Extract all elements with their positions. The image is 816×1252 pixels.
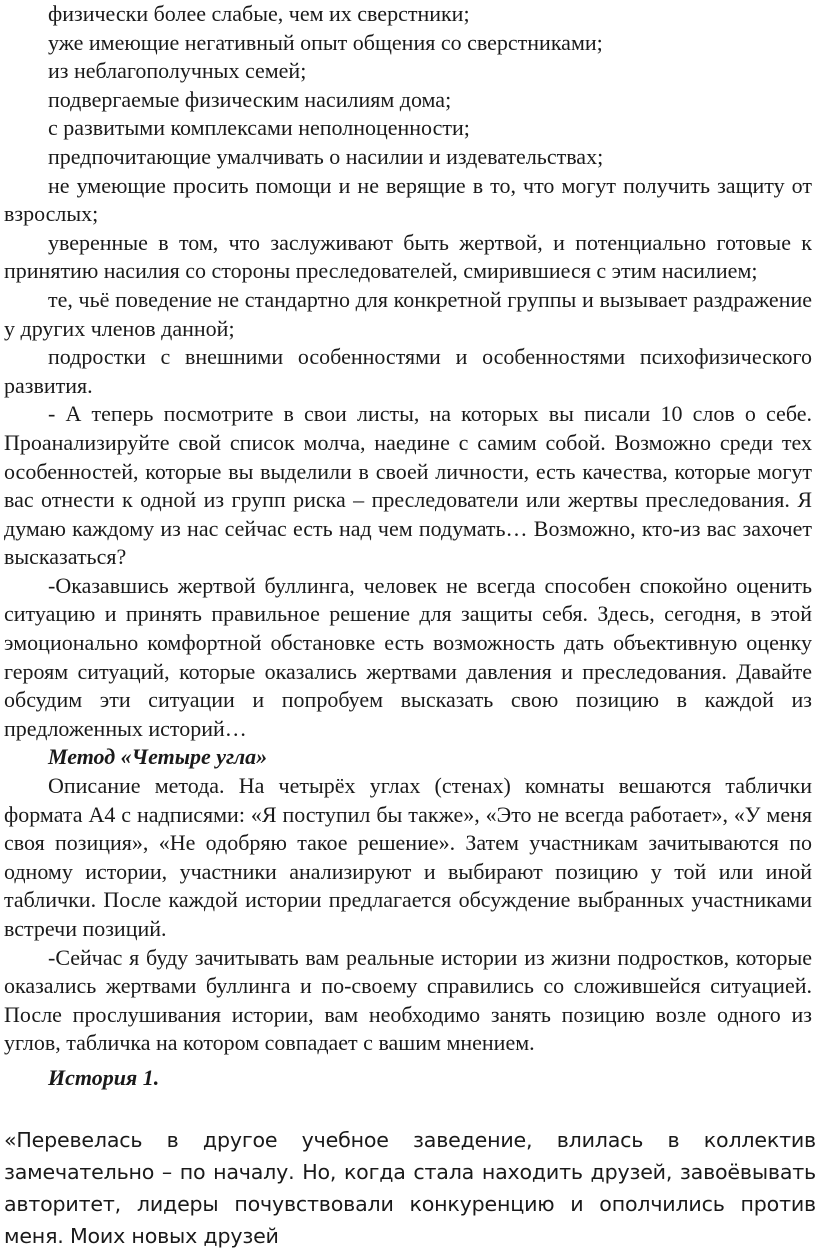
list-item: физически более слабые, чем их сверстники;: [48, 1, 470, 26]
paragraph-self-analysis: - А теперь посмотрите в свои листы, на которых вы писали 10 слов о себе. Проанализируйте свой список молча, наедине с самим собой. Возможно среди тех особенностей, которые вы выделили в своей личности, есть качества, которые могут вас отнести к одной из групп риска – преследователи или жертвы преследования. Я думаю каждому из нас сейчас есть над чем подумать… Возможно, кто-из вас захочет высказаться?: [4, 401, 812, 570]
paragraph-method-description: Описание метода. На четырёх углах (стенах) комнаты вешаются таблички формата А4 с надписями: «Я поступил бы также», «Это не всегда работает», «У меня своя позиция», «Не одобряю такое решение». Затем участникам зачитываются по одному истории, участники анализируют и выбирают позицию у той или иной таблички. После каждой истории предлагается обсуждение выбранных участниками встречи позиций.: [4, 773, 812, 941]
list-item: предпочитающие умалчивать о насилии и издевательствах;: [48, 143, 604, 169]
list-item: те, чьё поведение не стандартно для конкретной группы и вызывает раздражение у других членов данной;: [4, 286, 812, 341]
list-item: уже имеющие негативный опыт общения со сверстниками;: [48, 29, 603, 55]
list-item: из неблагополучных семей;: [48, 58, 307, 84]
list-item: уверенные в том, что заслуживают быть жертвой, и потенциально готовые к принятию насилия со стороны преследователей, смирившиеся с этим насилием;: [4, 229, 812, 284]
story-text: «Перевелась в другое учебное заведение, влилась в коллектив замечательно – по началу. Но, когда стала находить друзей, завоёвывать авторитет, лидеры почувствовали конкуренцию и ополчились против меня. Моих новых друзей: [4, 1128, 816, 1248]
list-item: подвергаемые физическим насилиям дома;: [48, 86, 452, 112]
story-heading: История 1.: [48, 1064, 160, 1090]
paragraph-victim-discussion: -Оказавшись жертвой буллинга, человек не всегда способен спокойно оценить ситуацию и принять правильное решение для защиты себя. Здесь, сегодня, в этой эмоционально комфортной обстановке есть возможность дать объективную оценку героям ситуаций, которые оказались жертвами давления и преследования. Давайте обсудим эти ситуации и попробуем высказать свою позицию в каждой из предложенных историй…: [4, 572, 812, 741]
list-item: с развитыми комплексами неполноценности;: [48, 115, 470, 141]
list-item: не умеющие просить помощи и не верящие в то, что могут получить защиту от взрослых;: [4, 172, 812, 227]
paragraph-instructions: -Сейчас я буду зачитывать вам реальные истории из жизни подростков, которые оказались жертвами буллинга и по-своему справились со сложившейся ситуацией. После прослушивания истории, вам необходимо занять позицию возле одного из углов, табличка на котором совпадает с вашим мнением.: [4, 944, 812, 1056]
method-heading: Метод «Четыре угла»: [48, 744, 268, 770]
list-item: подростки с внешними особенностями и особенностями психофизического развития.: [4, 344, 812, 398]
